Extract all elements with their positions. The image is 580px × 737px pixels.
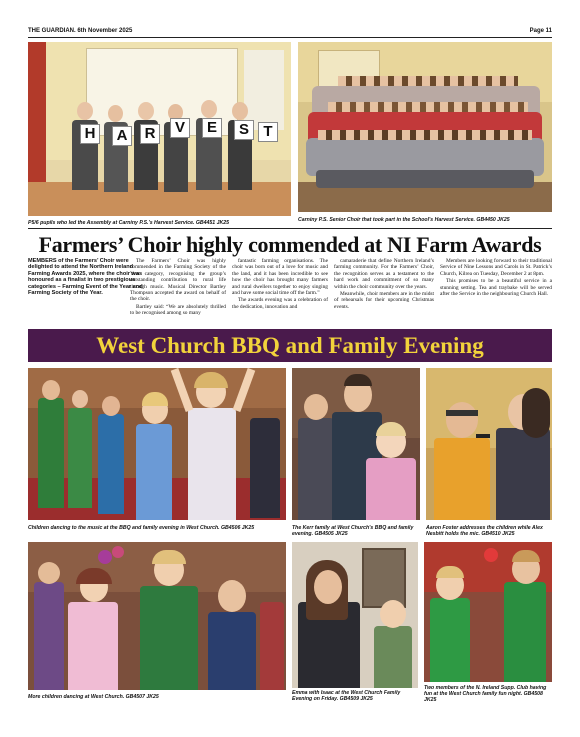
harvest-card-h: H bbox=[80, 124, 100, 144]
children-dancing-photo bbox=[28, 368, 286, 520]
feature-banner bbox=[28, 329, 552, 362]
harvest-card-t: T bbox=[258, 122, 278, 142]
harvest-card-r: R bbox=[140, 124, 160, 144]
article-paragraph: This promises to be a beautiful service in a stunning setting. Tea and traybake will be served after the Service in the neighbouring Church Hall. bbox=[440, 278, 552, 298]
article-paragraph: MEMBERS of the Farmers’ Choir were delighted to attend the Northern Ireland Farming Awards 2025, where the choir was honoured as a finalist in two prestigious categories – Farming Event of the Year and Farming Society of the Year. bbox=[28, 258, 143, 297]
article-column-3 bbox=[232, 258, 328, 311]
article-paragraph: Members are looking forward to their traditional Service of Nine Lessons and Carols in St. Patrick’s Church, Kilrea on Tuesday, December 2 at 8pm. bbox=[440, 258, 552, 277]
emma-isaac-caption: Emma with Isaac at the West Church Family Evening on Friday. GB4509 JK25 bbox=[292, 690, 401, 702]
feature-banner-title: West Church BBQ and Family Evening bbox=[96, 332, 484, 358]
kerr-family-photo bbox=[292, 368, 420, 520]
emma-isaac-photo bbox=[292, 542, 418, 688]
article-paragraph: camaraderie that define Northern Ireland’s farming community. For the Farmers’ Choir, the recognition serves as a testament to the hard work and commitment of so many within the choir community over the years. bbox=[334, 258, 434, 290]
harvest-card-s: S bbox=[234, 120, 254, 140]
kerr-family-caption: The Kerr family at West Church's BBQ and family evening. GB4505 JK25 bbox=[292, 525, 414, 537]
article-column-4 bbox=[334, 258, 434, 311]
article-paragraph: The Farmers’ Choir was highly commended in the Farming Society of the Year category, recognising the group’s outstanding contribution to rural life through music. Musical Director Bartley Thompson accepted the award on behalf of the choir. bbox=[130, 258, 226, 303]
article-column-2 bbox=[130, 258, 226, 318]
page-number: Page 11 bbox=[529, 28, 552, 34]
supp-club-photo bbox=[424, 542, 552, 682]
aaron-foster-photo bbox=[426, 368, 552, 520]
harvest-assembly-photo bbox=[28, 42, 291, 216]
harvest-assembly-caption: P5/6 pupils who led the Assembly at Carniny P.S.'s Harvest Service. GB4451 JK25 bbox=[28, 220, 230, 226]
children-dancing-caption: Children dancing to the music at the BBQ and family evening in West Church. GB4506 JK25 bbox=[28, 525, 255, 531]
article-top-rule bbox=[28, 228, 552, 229]
article-column-5 bbox=[440, 258, 552, 298]
newspaper-name: THE GUARDIAN. 6th November 2025 bbox=[28, 28, 133, 34]
harvest-card-a: A bbox=[112, 126, 132, 146]
harvest-card-e: E bbox=[202, 118, 222, 138]
article-paragraph: Meanwhile, choir members are in the midst of rehearsals for their upcoming Christmas events. bbox=[334, 291, 434, 310]
article-paragraph: fantastic farming organisations. The choir was born out of a love for music and the land, and it has been incredible to see how the choir has brought many farmers and rural dwellers together to enjoy singing and have some social time off the farm.” bbox=[232, 258, 328, 297]
aaron-foster-caption: Aaron Foster addresses the children while Alex Nesbitt holds the mic. GB4510 JK25 bbox=[426, 525, 543, 537]
supp-club-caption: Two members of the N. Ireland Supp. Club having fun at the West Church family fun night. GB4508 JK25 bbox=[424, 685, 547, 703]
article-paragraph: The awards evening was a celebration of the dedication, innovation and bbox=[232, 297, 328, 310]
more-children-caption: More children dancing at West Church. GB4507 JK25 bbox=[28, 694, 159, 700]
header-rule bbox=[28, 37, 552, 38]
senior-choir-photo bbox=[298, 42, 552, 212]
article-paragraph: Bartley said: “We are absolutely thrilled to be recognised among so many bbox=[130, 303, 226, 317]
article-headline: Farmers’ Choir highly commended at NI Farm Awards bbox=[38, 232, 542, 257]
senior-choir-caption: Carniny P.S. Senior Choir that took part in the School's Harvest Service. GB4450 JK25 bbox=[298, 217, 510, 223]
harvest-card-v: V bbox=[170, 118, 190, 138]
more-children-dancing-photo bbox=[28, 542, 286, 690]
